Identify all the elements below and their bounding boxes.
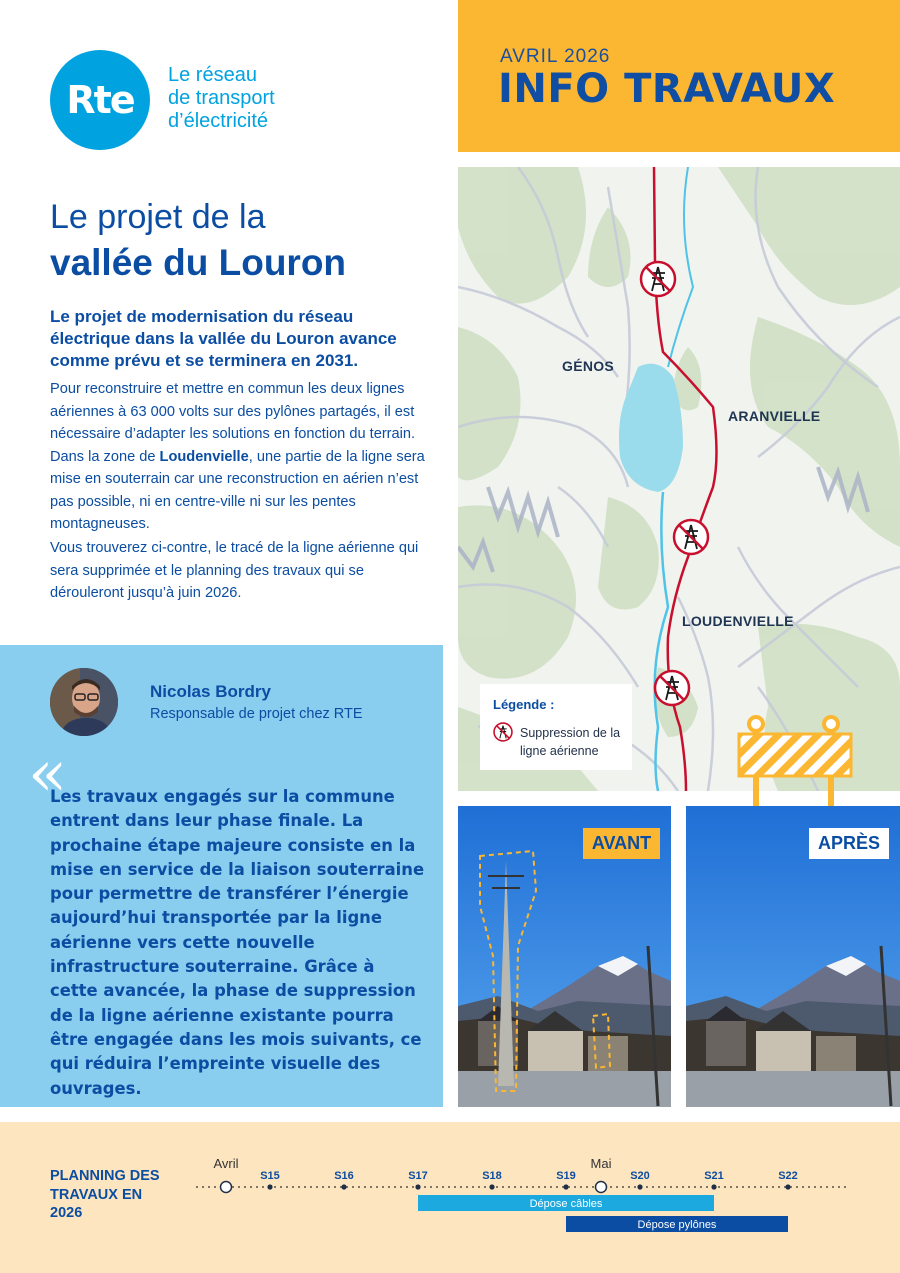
week-dot (711, 1184, 716, 1189)
week-label: S20 (630, 1170, 650, 1182)
legend-item-label: Suppression de la ligne aérienne (520, 726, 621, 758)
article-lead: Le projet de modernisation du réseau électrique dans la vallée du Louron avance comme prévu et se terminera en 2031. (50, 307, 397, 370)
village-genos: GÉNOS (562, 358, 615, 374)
task-label: Dépose pylônes (637, 1219, 717, 1231)
pylon-removal-icon (639, 260, 677, 298)
paragraph-1-part-1: Pour reconstruire et mettre en commun les deux lignes aériennes à 63 000 volts sur des pylônes partagés, il est nécessaire d’adapter les solutions en fonction du terrain. Dans la zone de (50, 381, 416, 465)
week-dot (637, 1184, 642, 1189)
week-dot (267, 1184, 272, 1189)
week-dot (489, 1184, 494, 1189)
tagline-line-3: d’électricité (168, 110, 269, 132)
week-label: S21 (704, 1170, 724, 1182)
week-dot (785, 1184, 790, 1189)
tagline-line-1: Le réseau (168, 64, 257, 86)
week-label: S16 (334, 1170, 354, 1182)
logo-tagline (168, 64, 275, 133)
week-label: S19 (556, 1170, 576, 1182)
pylon-removal-icon (672, 518, 710, 556)
quote-author-name: Nicolas Bordry (150, 682, 271, 701)
week-label: S22 (778, 1170, 798, 1182)
legend-title: Légende : (493, 697, 555, 712)
issue-month: AVRIL 2026 (500, 46, 611, 67)
avatar-portrait (50, 668, 118, 736)
planning-timeline (190, 1145, 860, 1245)
planning-title: PLANNING DES TRAVAUX EN 2026 (50, 1168, 160, 1221)
pylon-removal-icon (653, 669, 691, 707)
task-label: Dépose câbles (529, 1198, 603, 1210)
avatar (50, 668, 118, 736)
rte-logo-mark: Rte (66, 78, 134, 122)
article-paragraph-2: Vous trouverez ci-contre, le tracé de la ligne aérienne qui sera supprimée et le planning des travaux qui se dérouleront jusqu’à juin 2026. (50, 540, 419, 601)
week-label: S18 (482, 1170, 502, 1182)
article-title-line-2: vallée du Louron (50, 242, 347, 283)
week-dot (341, 1184, 346, 1189)
quote-author-role: Responsable de projet chez RTE (150, 706, 363, 722)
village-loudenvielle: LOUDENVIELLE (682, 613, 794, 629)
newsletter-title: INFO TRAVAUX (498, 66, 836, 112)
month-label: Mai (590, 1156, 612, 1171)
rte-logo (50, 50, 150, 150)
month-label: Avril (213, 1156, 239, 1171)
month-marker (221, 1182, 232, 1193)
article-paragraph-1 (50, 378, 435, 536)
week-label: S17 (408, 1170, 428, 1182)
month-marker (596, 1182, 607, 1193)
article-title-line-1: Le projet de la (50, 198, 266, 236)
tagline-line-2: de transport (168, 87, 275, 109)
paragraph-1-bold: Loudenvielle (159, 448, 249, 465)
label-after: APRÈS (809, 828, 889, 859)
week-label: S15 (260, 1170, 280, 1182)
paragraph-1-part-2: , une partie de la ligne sera mise en souterrain car une reconstruction en aérien n’est pas possible, ni en centre-ville ni sur les pentes montagneuses. (50, 448, 425, 532)
village-aranvielle: ARANVIELLE (728, 408, 821, 424)
legend-pylon-icon (493, 722, 513, 742)
roadwork-barrier-icon (735, 714, 855, 810)
label-before: AVANT (583, 828, 660, 859)
week-dot (563, 1184, 568, 1189)
week-dot (415, 1184, 420, 1189)
quote-mark: « (28, 737, 68, 811)
quote-text: Les travaux engagés sur la commune entrent dans leur phase finale. La prochaine étape majeure consiste en la mise en service de la liaison souterraine pour permettre de transférer l’énergie aujourd’hui transportée par la ligne aérienne vers cette nouvelle infrastructure souterraine. Grâce à cette avancée, la phase de suppression de la ligne aérienne existante pourra être engagée dans les mois suivants, ce qui réduira l’empreinte visuelle des ouvrages. (50, 787, 425, 1098)
